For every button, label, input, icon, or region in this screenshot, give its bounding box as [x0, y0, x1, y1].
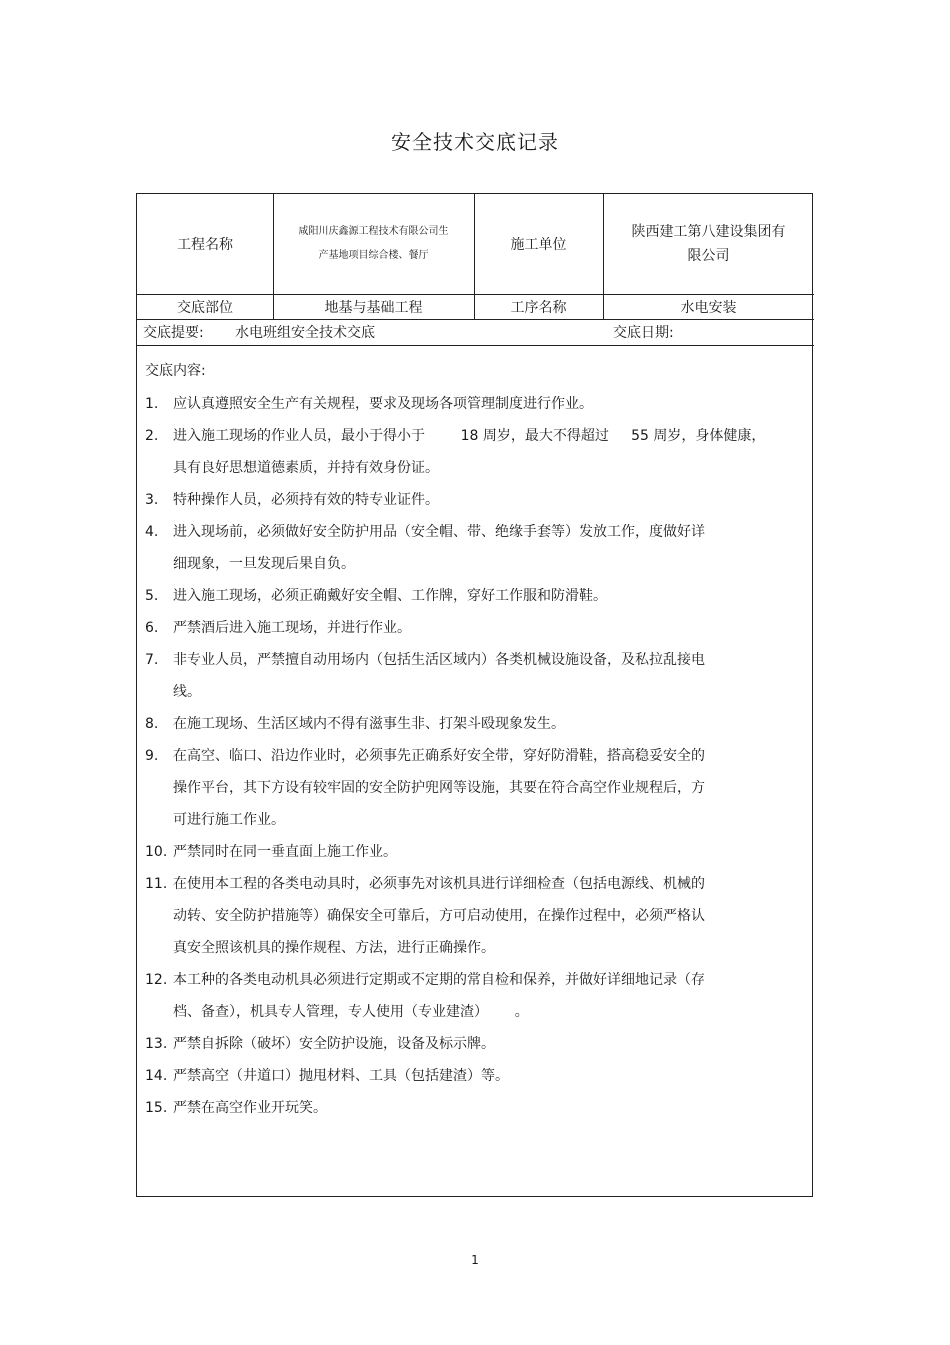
item-number: 7.	[145, 652, 159, 668]
item-number: 8.	[145, 716, 159, 732]
item-text	[173, 1060, 794, 1092]
item-text	[173, 964, 794, 1028]
project-name-line-2: 产基地项目综合楼、餐厅	[318, 250, 429, 261]
item-text-line: 非专业人员，严禁擅自动用场内（包括生活区域内）各类机械设施设备，及私拉乱接电	[173, 652, 705, 668]
page-number: 1	[471, 1253, 479, 1267]
section-label: 交底部位	[177, 299, 233, 316]
item-text-line: 特种操作人员，必须持有效的特专业证件。	[173, 492, 439, 508]
briefing-item	[145, 1092, 794, 1124]
item-text-line: 动转、安全防护措施等）确保安全可靠后，方可启动使用，在操作过程中，必须严格认	[173, 908, 705, 924]
item-text-line: 在高空、临口、沿边作业时，必须事先正确系好安全带，穿好防滑鞋，搭高稳妥安全的	[173, 748, 705, 764]
item-text	[173, 388, 794, 420]
item-text	[173, 644, 794, 708]
item-number: 14.	[145, 1068, 168, 1084]
item-text-line: 细现象，一旦发现后果自负。	[173, 556, 355, 572]
item-text-line: 具有良好思想道德素质，并持有效身份证。	[173, 460, 439, 476]
item-text-line: 严禁在高空作业开玩笑。	[173, 1100, 327, 1116]
briefing-item	[145, 484, 794, 516]
content-intro: 交底内容:	[145, 363, 206, 379]
project-name-label: 工程名称	[177, 237, 233, 253]
item-text-line: 严禁自拆除（破坏）安全防护设施，设备及标示牌。	[173, 1036, 495, 1052]
item-text-line: 进入现场前，必须做好安全防护用品（安全帽、带、绝缘手套等）发放工作，度做好详	[173, 524, 705, 540]
item-number: 11.	[145, 876, 168, 892]
item-number: 1.	[145, 396, 159, 412]
item-number: 3.	[145, 492, 159, 508]
briefing-item	[145, 708, 794, 740]
item-number: 6.	[145, 620, 159, 636]
briefing-item	[145, 868, 794, 964]
briefing-item	[145, 388, 794, 420]
contractor-line-1: 陕西建工第八建设集团有	[631, 224, 786, 240]
item-text-line: 操作平台，其下方设有较牢固的安全防护兜网等设施，其要在符合高空作业规程后，方	[173, 780, 705, 796]
item-text-line: 进入施工现场的作业人员，最小于得小于 18 周岁，最大不得超过 55 周岁，身体健康，	[173, 428, 766, 444]
briefing-item	[145, 740, 794, 836]
item-number: 4.	[145, 524, 159, 540]
item-text	[173, 420, 794, 484]
item-number: 15.	[145, 1100, 168, 1116]
summary-value: 水电班组安全技术交底	[235, 325, 375, 341]
contractor-label: 施工单位	[510, 237, 567, 253]
item-text-line: 严禁酒后进入施工现场，并进行作业。	[173, 620, 411, 636]
briefing-item	[145, 964, 794, 1028]
briefing-item	[145, 1060, 794, 1092]
item-text	[173, 836, 794, 868]
item-text-line: 进入施工现场，必须正确戴好安全帽、工作牌，穿好工作服和防滑鞋。	[173, 588, 607, 604]
item-text-line: 严禁高空（井道口）抛甩材料、工具（包括建渣）等。	[173, 1068, 509, 1084]
item-number: 2.	[145, 428, 159, 444]
briefing-item	[145, 644, 794, 708]
item-text	[173, 1092, 794, 1124]
contractor-value	[603, 194, 814, 294]
item-text	[173, 1028, 794, 1060]
item-text-line: 线。	[173, 684, 201, 700]
briefing-item	[145, 1028, 794, 1060]
item-text-line: 在施工现场、生活区域内不得有滋事生非、打架斗殴现象发生。	[173, 716, 565, 732]
briefing-item	[145, 836, 794, 868]
briefing-item	[145, 612, 794, 644]
item-number: 12.	[145, 972, 168, 988]
process-label: 工序名称	[510, 299, 567, 316]
summary-label: 交底提要:	[143, 325, 204, 341]
item-number: 10.	[145, 844, 168, 860]
briefing-item	[145, 420, 794, 484]
date-label: 交底日期:	[613, 325, 674, 341]
item-text	[173, 612, 794, 644]
item-text-line: 档、备查），机具专人管理，专人使用（专业建渣） 。	[173, 1004, 529, 1020]
document-title: 安全技术交底记录	[391, 130, 559, 154]
project-name-line-1: 咸阳川庆鑫源工程技术有限公司生	[298, 226, 449, 237]
item-text	[173, 516, 794, 580]
item-text	[173, 580, 794, 612]
date-value	[693, 319, 803, 345]
item-text	[173, 484, 794, 516]
project-name-value	[273, 194, 474, 294]
contractor-line-2: 限公司	[687, 248, 730, 264]
item-number: 5.	[145, 588, 159, 604]
briefing-items-list	[145, 388, 794, 1124]
item-text	[173, 708, 794, 740]
briefing-content	[137, 346, 814, 1124]
briefing-item	[145, 580, 794, 612]
record-table	[136, 193, 813, 1197]
item-text-line: 可进行施工作业。	[173, 812, 285, 828]
briefing-item	[145, 516, 794, 580]
item-text	[173, 868, 794, 964]
item-text	[173, 740, 794, 836]
item-text-line: 本工种的各类电动机具必须进行定期或不定期的常自检和保养，并做好详细地记录（存	[173, 972, 705, 988]
item-text-line: 真安全照该机具的操作规程、方法，进行正确操作。	[173, 940, 495, 956]
item-number: 13.	[145, 1036, 168, 1052]
section-value: 地基与基础工程	[324, 299, 423, 316]
item-text-line: 在使用本工程的各类电动具时，必须事先对该机具进行详细检查（包括电源线、机械的	[173, 876, 705, 892]
process-value: 水电安装	[680, 299, 737, 316]
item-text-line: 应认真遵照安全生产有关规程，要求及现场各项管理制度进行作业。	[173, 396, 593, 412]
item-text-line: 严禁同时在同一垂直面上施工作业。	[173, 844, 397, 860]
item-number: 9.	[145, 748, 159, 764]
